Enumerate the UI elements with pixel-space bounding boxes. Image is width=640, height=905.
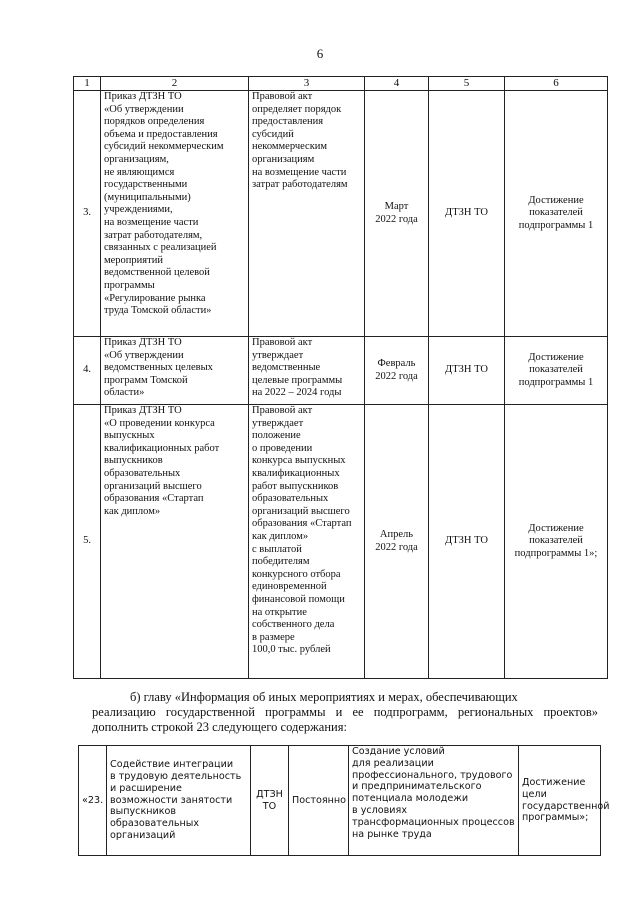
- table-row: [74, 337, 608, 405]
- header-cell: 2: [101, 77, 249, 91]
- table-row: [74, 405, 608, 679]
- activity-description: Создание условий для реализации профессионального, трудового и предпринимательского потенциала молодежи в условиях трансформационных процессов на рынке труда: [349, 746, 519, 856]
- executor: ДТЗН ТО: [429, 91, 505, 337]
- document-description: Правовой акт утверждает ведомственные целевые программы на 2022 – 2024 годы: [249, 337, 365, 405]
- activity-name: Содействие интеграции в трудовую деятельность и расширение возможности занятости выпускников образовательных организаций: [107, 746, 251, 856]
- header-cell: 1: [74, 77, 101, 91]
- table-row: [79, 746, 601, 856]
- amendment-paragraph: [92, 690, 598, 735]
- page-number: 6: [316, 46, 324, 61]
- table-row: [74, 91, 608, 337]
- document-description: Правовой акт определяет порядок предоставления субсидий некоммерческим организациям на возмещение части затрат работодателям: [249, 91, 365, 337]
- header-cell: 4: [365, 77, 429, 91]
- table-header-row: [74, 77, 608, 91]
- executor: ДТЗН ТО: [429, 337, 505, 405]
- document-name: Приказ ДТЗН ТО «О проведении конкурса выпускных квалификационных работ выпускников образовательных организаций высшего образования «Стартап как диплом»: [101, 405, 249, 679]
- deadline: Март 2022 года: [365, 91, 429, 337]
- executor: ДТЗН ТО: [251, 746, 289, 856]
- document-name: Приказ ДТЗН ТО «Об утверждении ведомственных целевых программ Томской области»: [101, 337, 249, 405]
- expected-result: Достижение цели государственной программы»;: [519, 746, 601, 856]
- row-number: «23.: [79, 746, 107, 856]
- row-23-table: [78, 745, 610, 856]
- expected-result: Достижение показателей подпрограммы 1: [505, 337, 608, 405]
- header-cell: 5: [429, 77, 505, 91]
- deadline: Февраль 2022 года: [365, 337, 429, 405]
- header-cell: 3: [249, 77, 365, 91]
- paragraph-first-line: б) главу «Информация об иных мероприятиях и мерах, обеспечивающих: [130, 690, 518, 704]
- expected-result: Достижение показателей подпрограммы 1»;: [505, 405, 608, 679]
- row-number: 5.: [74, 405, 101, 679]
- document-description: Правовой акт утверждает положение о проведении конкурса выпускных квалификационных работ выпускников образовательных организаций высшего образования «Стартап как диплом» с выплатой победителям конкурсного отбора единовременной финансовой помощи на открытие собственного дела в размере 100,0 тыс. рублей: [249, 405, 365, 679]
- paragraph-rest: реализацию государственной программы и ее подпрограмм, региональных проектов» дополнить строкой 23 следующего содержания:: [92, 705, 598, 734]
- executor: ДТЗН ТО: [429, 405, 505, 679]
- row-number: 3.: [74, 91, 101, 337]
- measures-table: [73, 76, 608, 679]
- deadline: Апрель 2022 года: [365, 405, 429, 679]
- expected-result: Достижение показателей подпрограммы 1: [505, 91, 608, 337]
- document-name: Приказ ДТЗН ТО «Об утверждении порядков определения объема и предоставления субсидий некоммерческим организациям, не являющимся государственными (муниципальными) учреждениями, на возмещение части затрат работодателям, связанных с реализацией мероприятий ведомственной целевой программы «Регулирование рынка труда Томской области»: [101, 91, 249, 337]
- period: Постоянно: [289, 746, 349, 856]
- header-cell: 6: [505, 77, 608, 91]
- row-number: 4.: [74, 337, 101, 405]
